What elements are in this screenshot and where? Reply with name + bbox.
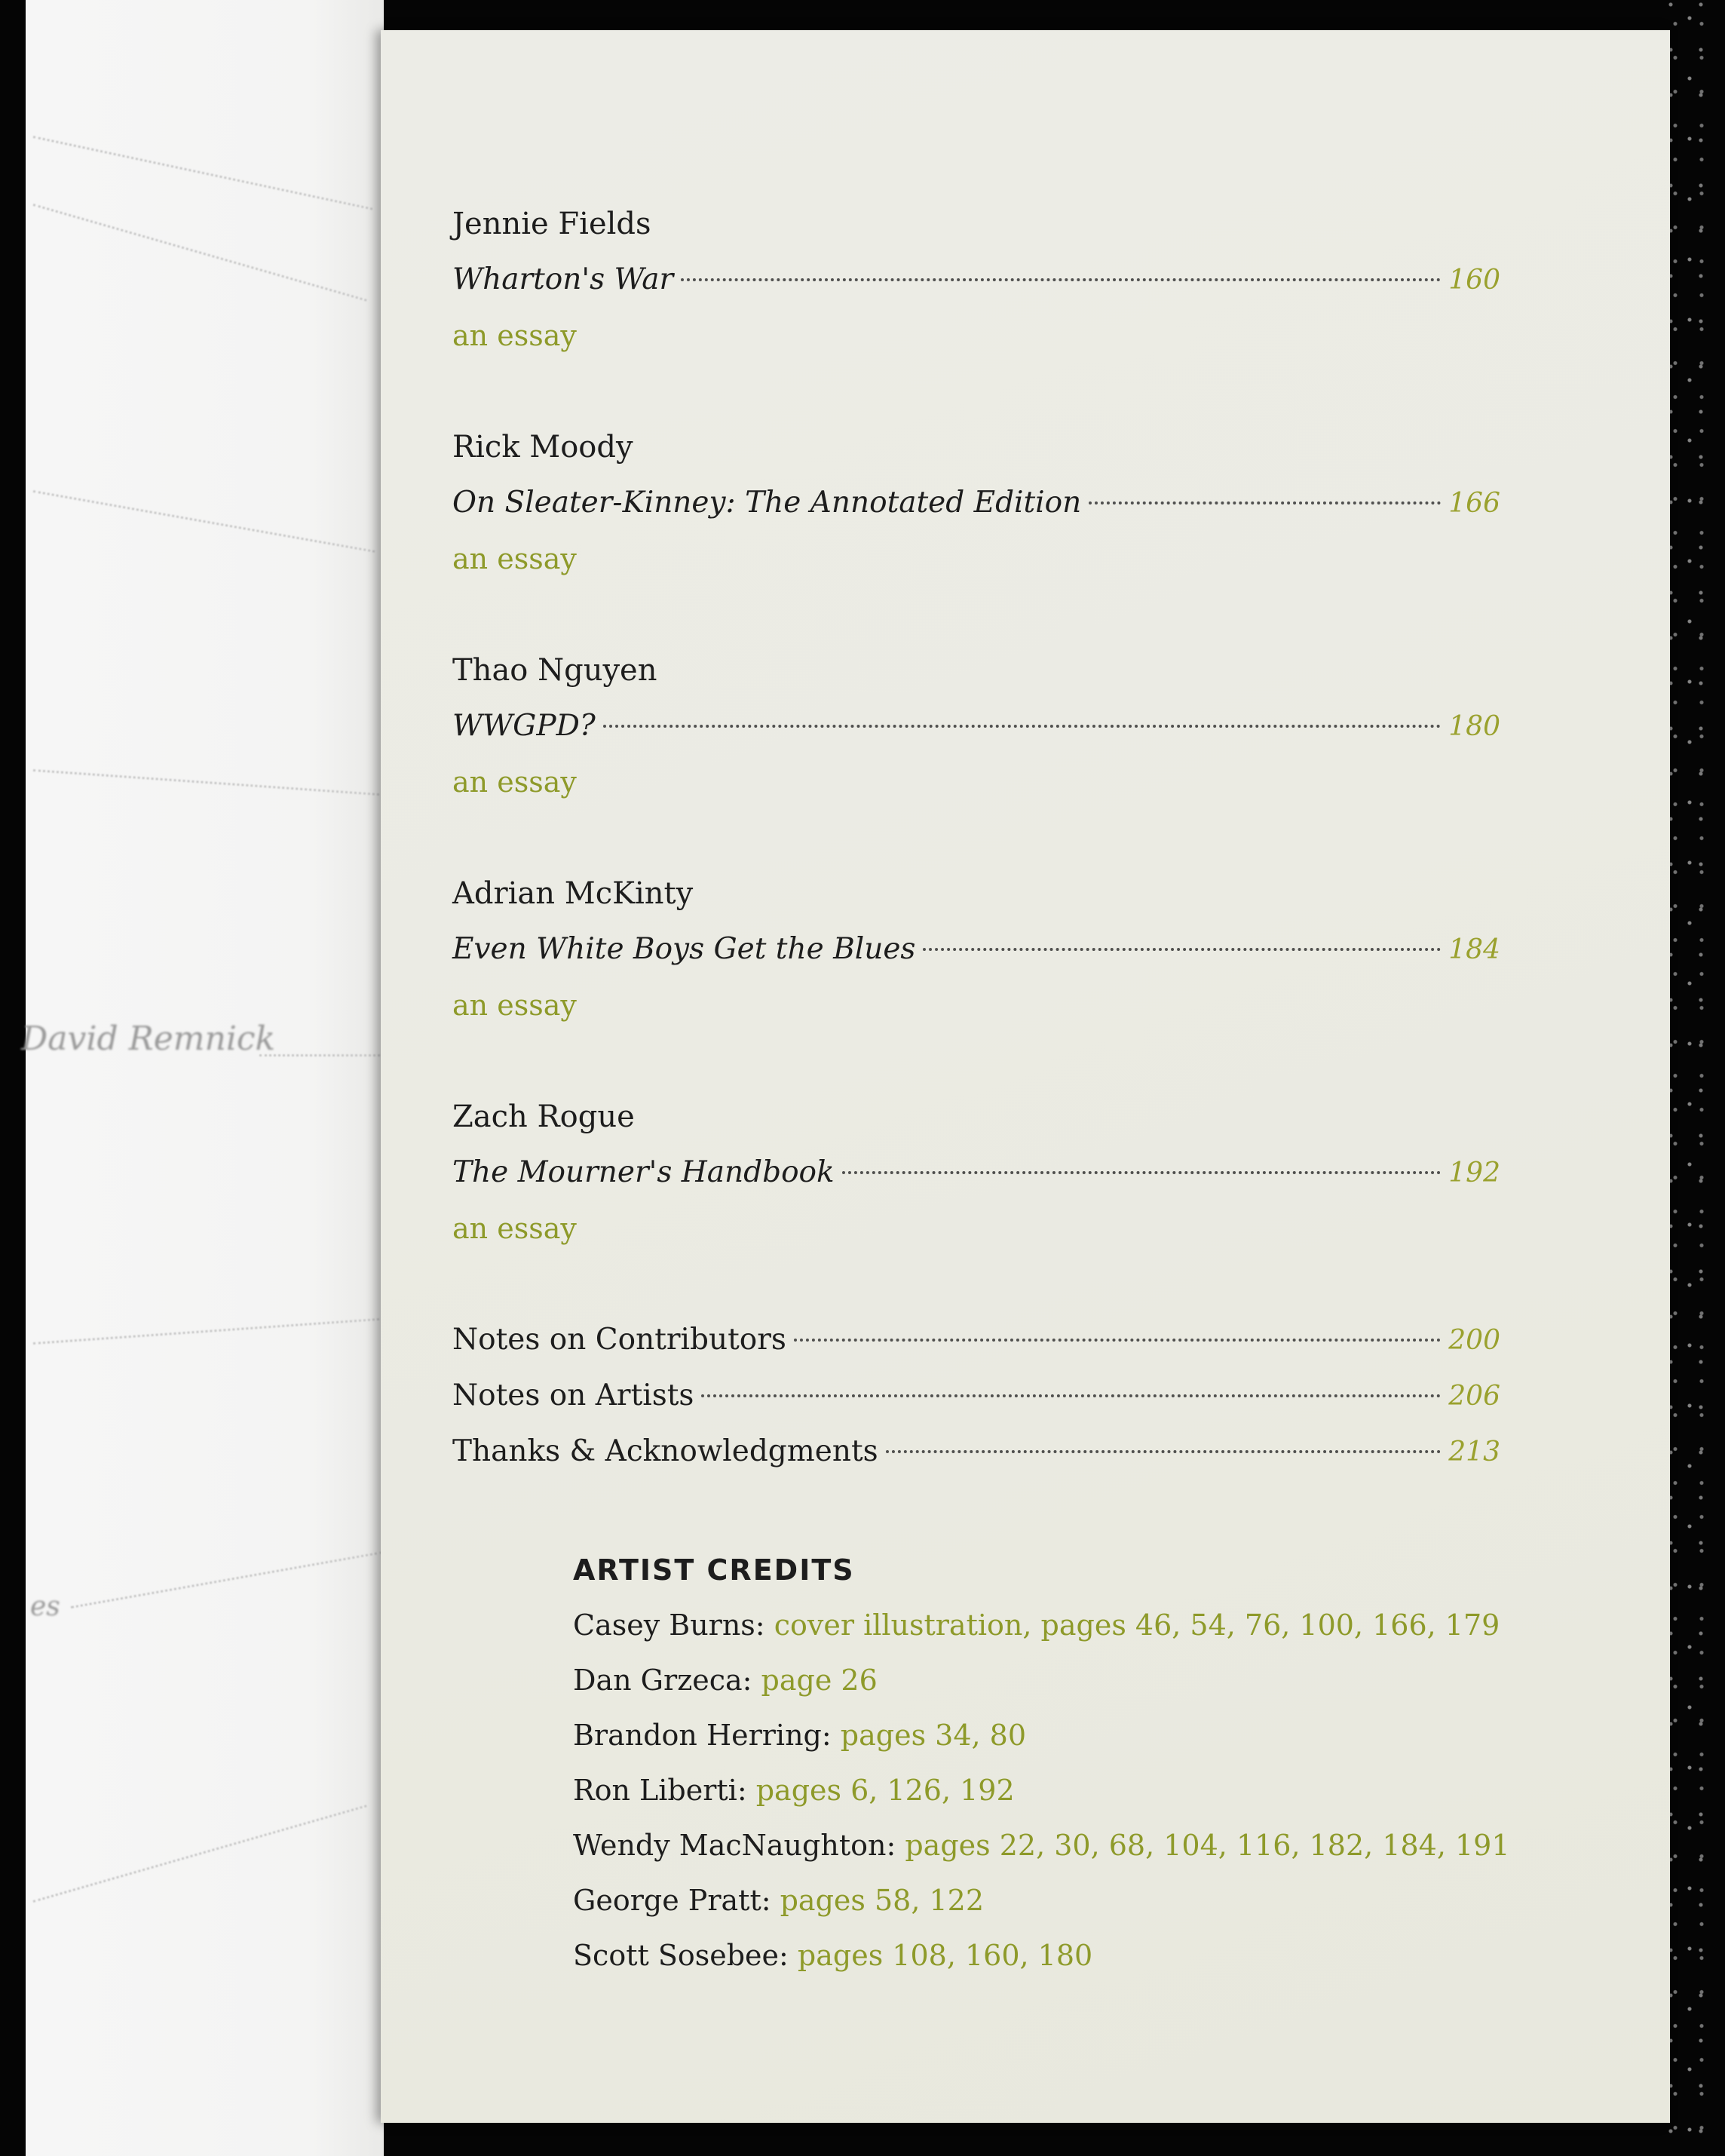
entry-page-number: 180 — [1448, 711, 1500, 742]
credit-pages: pages 22, 30, 68, 104, 116, 182, 184, 191 — [905, 1829, 1510, 1862]
credit-artist-name: Scott Sosebee: — [573, 1939, 789, 1972]
entry-kind: an essay — [452, 542, 577, 575]
entry-author: Thao Nguyen — [452, 653, 657, 688]
entry-kind: an essay — [452, 319, 577, 352]
credit-row — [573, 1598, 1510, 1653]
entry-page-number: 166 — [1448, 488, 1500, 519]
speckled-surface — [1665, 0, 1725, 2156]
toc-entry — [452, 196, 1500, 363]
dot-leader — [701, 1394, 1441, 1397]
credit-pages: pages 34, 80 — [840, 1719, 1027, 1752]
dot-leader — [886, 1450, 1442, 1453]
entry-title: WWGPD? — [452, 709, 596, 743]
dotted-leader — [33, 1318, 379, 1345]
right-page — [381, 30, 1670, 2123]
dotted-leader — [33, 1805, 367, 1903]
artist-credits-heading: ARTIST CREDITS — [573, 1553, 855, 1587]
credit-pages: cover illustration, pages 46, 54, 76, 100, 166, 179 — [774, 1609, 1500, 1642]
credit-pages: pages 6, 126, 192 — [755, 1774, 1015, 1807]
entry-author: Jennie Fields — [452, 207, 651, 241]
credit-row — [573, 1873, 1510, 1928]
entry-title-row — [452, 252, 1500, 308]
dot-leader — [1089, 501, 1441, 504]
dotted-leader — [33, 490, 375, 553]
credit-row — [573, 1818, 1510, 1873]
credit-artist-name: Wendy MacNaughton: — [573, 1829, 896, 1862]
toc-entry — [452, 1089, 1500, 1256]
entry-kind: an essay — [452, 765, 577, 799]
dotted-leader — [33, 769, 379, 796]
entry-title: Wharton's War — [452, 262, 674, 296]
credit-pages: pages 58, 122 — [780, 1884, 985, 1917]
entry-title: Even White Boys Get the Blues — [452, 932, 916, 966]
dot-leader — [681, 278, 1441, 281]
back-matter-row — [452, 1368, 1500, 1424]
left-page — [21, 0, 384, 2156]
credit-pages: pages 108, 160, 180 — [797, 1939, 1093, 1972]
entry-title-row — [452, 1145, 1500, 1201]
entry-kind: an essay — [452, 1212, 577, 1245]
dot-leader — [794, 1339, 1441, 1342]
entry-title-row — [452, 698, 1500, 754]
entry-page-number: 192 — [1448, 1158, 1500, 1188]
faded-word: es — [30, 1591, 60, 1622]
entry-page-number: 184 — [1448, 934, 1500, 965]
credit-artist-name: Brandon Herring: — [573, 1719, 832, 1752]
entry-author: Rick Moody — [452, 430, 633, 465]
toc-entry — [452, 866, 1500, 1033]
back-matter-label: Thanks & Acknowledgments — [452, 1434, 878, 1468]
credit-row — [573, 1653, 1510, 1708]
back-matter-label: Notes on Contributors — [452, 1323, 786, 1357]
entry-title: On Sleater-Kinney: The Annotated Edition — [452, 486, 1082, 520]
credit-artist-name: George Pratt: — [573, 1884, 771, 1917]
entry-page-number: 160 — [1448, 265, 1500, 296]
toc-entry — [452, 643, 1500, 810]
credit-row — [573, 1763, 1510, 1818]
toc-entry — [452, 419, 1500, 587]
back-matter-page-number: 206 — [1448, 1381, 1500, 1412]
credit-row — [573, 1928, 1510, 1983]
dot-leader — [603, 725, 1442, 728]
entry-title: The Mourner's Handbook — [452, 1155, 835, 1189]
back-matter-page-number: 200 — [1448, 1325, 1500, 1356]
dotted-leader — [71, 1551, 383, 1609]
dotted-leader — [33, 136, 373, 210]
credit-artist-name: Ron Liberti: — [573, 1774, 747, 1807]
credit-row — [573, 1708, 1510, 1763]
dot-leader — [842, 1171, 1442, 1174]
faded-author-name: David Remnick — [21, 1020, 276, 1058]
back-matter-row — [452, 1424, 1500, 1480]
dotted-leader — [259, 1054, 380, 1057]
toc-back-matter — [452, 1312, 1500, 1480]
entry-kind: an essay — [452, 989, 577, 1022]
entry-title-row — [452, 475, 1500, 531]
credit-artist-name: Dan Grzeca: — [573, 1664, 752, 1697]
entry-title-row — [452, 922, 1500, 977]
credit-artist-name: Casey Burns: — [573, 1609, 765, 1642]
dotted-leader — [33, 204, 367, 302]
table-of-contents — [452, 196, 1500, 1480]
dot-leader — [923, 948, 1441, 951]
credit-pages: page 26 — [761, 1664, 878, 1697]
artist-credits — [573, 1542, 1510, 1983]
entry-author: Adrian McKinty — [452, 876, 694, 911]
back-matter-row — [452, 1312, 1500, 1368]
back-matter-label: Notes on Artists — [452, 1379, 694, 1412]
entry-author: Zach Rogue — [452, 1099, 635, 1134]
back-matter-page-number: 213 — [1448, 1437, 1500, 1467]
